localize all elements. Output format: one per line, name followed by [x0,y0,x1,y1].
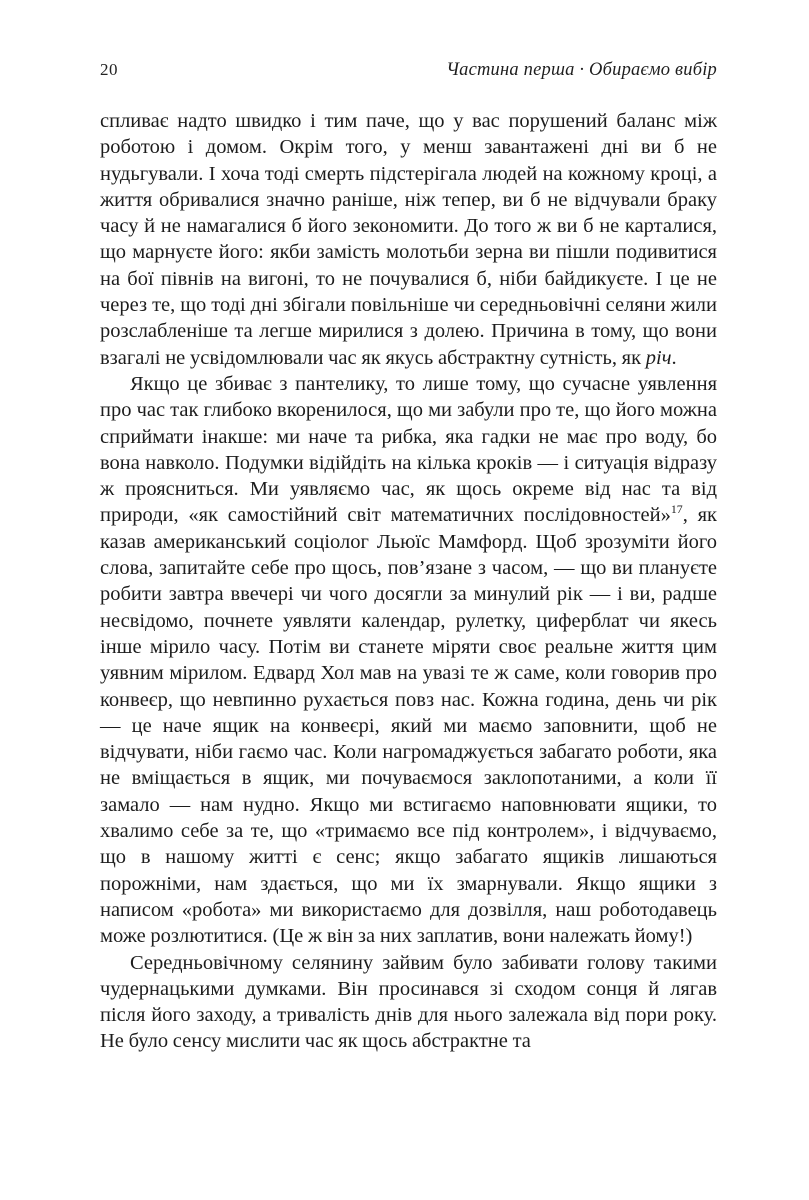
paragraph [100,371,717,950]
footnote-reference: 17 [670,502,683,517]
paragraph-text: Якщо це збиває з пантелику, то лише тому, що сучасне уявлення про час так глибоко вкоренилося, що ми забули про те, що його можна сприймати інакше: ми наче та рибка, яка гадки не має про воду, бо вона навколо. Подумки відійдіть на кілька кроків — і ситуація відразу ж проясниться. Ми уявляємо час, як щось окреме від нас та від природи, «як самостійний світ математичних послідовностей» [100,372,717,527]
page-number: 20 [100,60,118,79]
paragraph [100,108,717,371]
paragraph-text: , як казав американський соціолог Льюїс Мамфорд. Щоб зрозуміти його слова, запитайте себе про щось, пов’язане з часом, — що ви плануєте робити завтра ввечері чи чого досягли за минулий рік — і ви, радше несвідомо, почнете уявляти календар, рулетку, циферблат чи якесь інше мірило часу. Потім ви станете міряти своє реальне життя цим уявним мірилом. Едвард Хол мав на увазі те ж саме, коли говорив про конвеєр, що невпинно рухається повз нас. Кожна година, день чи рік — це наче ящик на конвеєрі, який ми маємо заповнити, щоб не відчувати, ніби гаємо час. Коли нагромаджується забагато роботи, яка не вміщається в ящик, ми почуваємося заклопотаними, а коли її замало — нам нудно. Якщо ми встигаємо наповнювати ящики, то хвалимо себе за те, що «тримаємо все під контролем», і відчуваємо, що в нашому житті є сенс; якщо забагато ящиків лишаються порожніми, нам здається, що ми їх змарнували. Якщо ящики з написом «робота» ми використаємо для дозвілля, наш роботодавець може розлютитися. (Це ж він за них заплатив, вони належать йому!) [100,504,717,948]
page-header [100,60,717,81]
paragraph [100,950,717,1055]
italic-term: річ [645,346,672,369]
paragraph-text: . [671,346,677,369]
paragraph-text: спливає надто швидко і тим паче, що у вас порушений баланс між роботою і домом. Окрім того, у менш завантажені дні ви б не нудьгували. І хоча тоді смерть підстерігала людей на кожному кроці, а життя обривалися значно раніше, ніж тепер, ви б не відчували браку часу й не намагалися б його зекономити. До того ж ви б не карталися, що марнуєте його: якби замість молотьби зерна ви пішли подивитися на бої півнів на вигоні, то не почувалися б, ніби байдикуєте. І це не через те, що тоді дні збігали повільніше чи середньовічні селяни жили розслабленіше та легше мирилися з долею. Причина в тому, що вони взагалі не усвідомлювали час як якусь абстрактну сутність, як [100,110,717,369]
running-head: Частина перша · Обираємо вибір [446,60,717,80]
body-text [100,108,717,1055]
paragraph-text: Середньовічному селянину зайвим було забивати голову такими чудернацькими думками. Він просинався зі сходом сонця й лягав після його заходу, а тривалість днів для нього залежала від пори року. Не було сенсу мислити час як щось абстрактне та [100,951,717,1053]
